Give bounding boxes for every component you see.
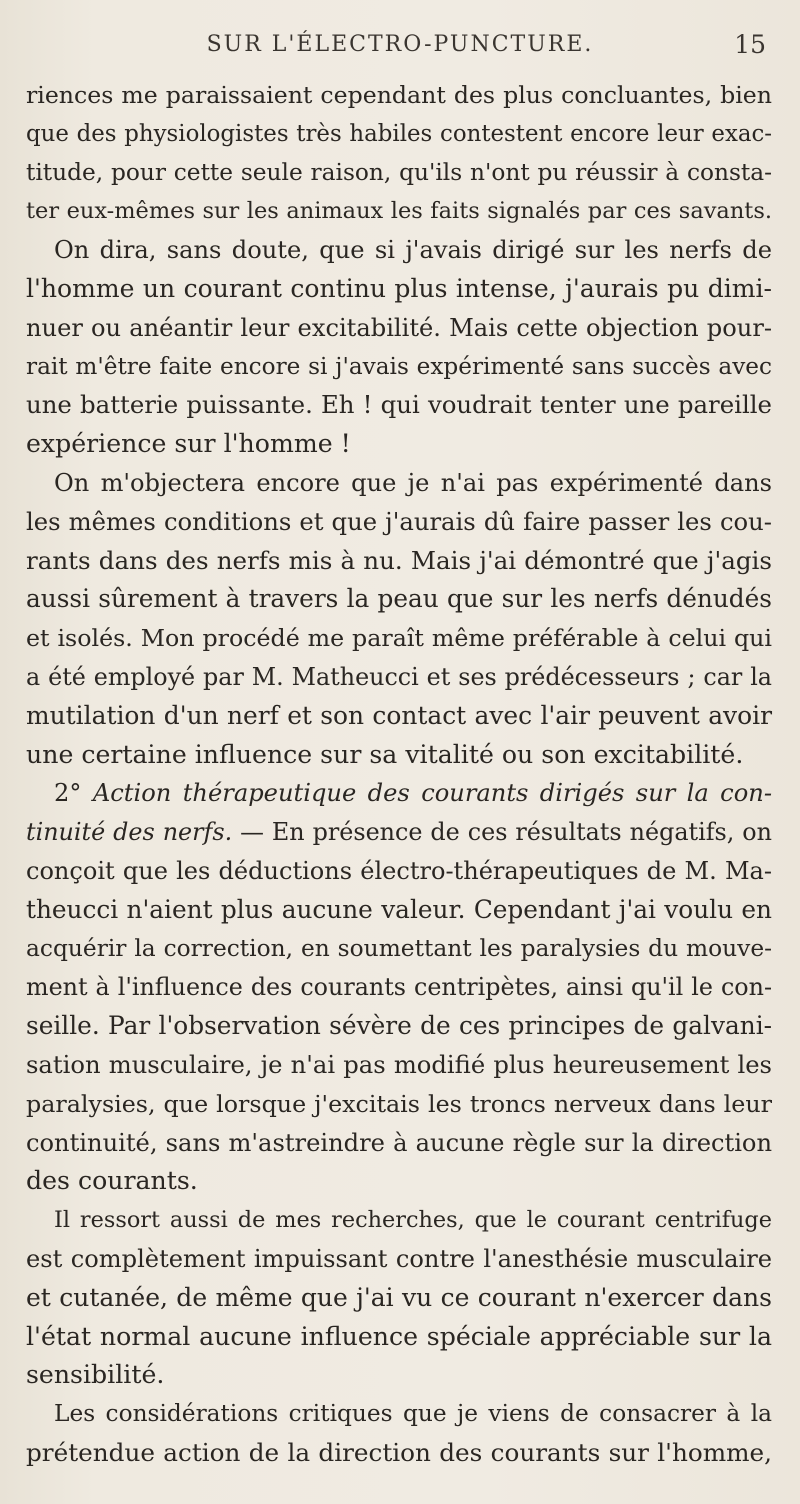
- paragraph: [26, 1201, 772, 1395]
- paragraph: [26, 464, 772, 774]
- text-line: On dira, sans doute, que si j'avais dirigé sur les nerfs de: [54, 236, 772, 265]
- section-title: Action thérapeutique des courants dirigés sur la con-: [92, 779, 772, 808]
- text-line: aussi sûrement à travers la peau que sur les nerfs dénudés: [26, 584, 772, 614]
- page-header: [0, 28, 800, 68]
- text-line: titude, pour cette seule raison, qu'ils n'ont pu réussir à consta-: [26, 158, 772, 186]
- text-line: [26, 813, 772, 852]
- text-line: a été employé par M. Matheucci et ses prédécesseurs ; car la: [26, 662, 772, 691]
- text-line: Il ressort aussi de mes recherches, que le courant centrifuge: [54, 1207, 772, 1234]
- text-line: conçoit que les déductions électro-thérapeutiques de M. Ma-: [26, 856, 772, 885]
- paragraph: [26, 76, 772, 231]
- section-title-continued: tinuité des nerfs.: [26, 818, 233, 847]
- section-number: 2°: [54, 779, 93, 808]
- text-line: nuer ou anéantir leur excitabilité. Mais cette objection pour-: [26, 313, 772, 342]
- text-line: est complètement impuissant contre l'anesthésie musculaire: [26, 1244, 772, 1273]
- text-line: prétendue action de la direction des courants sur l'homme,: [26, 1437, 772, 1467]
- text-line: que des physiologistes très habiles contestent encore leur exac-: [26, 120, 772, 147]
- text-line: une certaine influence sur sa vitalité ou son excitabilité.: [26, 739, 744, 769]
- text-line: paralysies, que lorsque j'excitais les troncs nerveux dans leur: [26, 1089, 772, 1118]
- text-line: On m'objectera encore que je n'ai pas expérimenté dans: [54, 468, 772, 497]
- text-line: rait m'être faite encore si j'avais expérimenté sans succès avec: [26, 352, 772, 380]
- text-line: sensibilité.: [26, 1360, 165, 1390]
- text-line: theucci n'aient plus aucune valeur. Cependant j'ai voulu en: [26, 894, 772, 924]
- paragraph: [26, 1395, 772, 1473]
- text-line: et isolés. Mon procédé me paraît même préférable à celui qui: [26, 624, 772, 653]
- section-heading-line: [26, 774, 772, 813]
- text-line: ment à l'influence des courants centripètes, ainsi qu'il le con-: [26, 973, 772, 1002]
- text-run: — En présence de ces résultats négatifs, on: [232, 818, 772, 847]
- text-line: mutilation d'un nerf et son contact avec l'air peuvent avoir: [26, 700, 772, 730]
- text-line: sation musculaire, je n'ai pas modifié plus heureusement les: [26, 1049, 772, 1079]
- text-line: et cutanée, de même que j'ai vu ce courant n'exercer dans: [26, 1282, 772, 1312]
- text-line: continuité, sans m'astreindre à aucune règle sur la direction: [26, 1128, 772, 1157]
- text-line: les mêmes conditions et que j'aurais dû faire passer les cou-: [26, 506, 772, 536]
- running-title: SUR L'ÉLECTRO-PUNCTURE.: [206, 32, 594, 57]
- text-line: l'état normal aucune influence spéciale appréciable sur la: [26, 1321, 772, 1351]
- page-number: 15: [734, 30, 766, 59]
- text-line: rants dans des nerfs mis à nu. Mais j'ai démontré que j'agis: [26, 545, 772, 575]
- paragraph: [26, 774, 772, 1201]
- text-line: Les considérations critiques que je viens de consacrer à la: [54, 1400, 772, 1428]
- body-text: [26, 76, 772, 1473]
- text-line: riences me paraissaient cependant des plus concluantes, bien: [26, 81, 772, 109]
- text-line: des courants.: [26, 1166, 198, 1196]
- text-line: ter eux-mêmes sur les animaux les faits signalés par ces savants.: [26, 198, 772, 225]
- text-line: expérience sur l'homme !: [26, 429, 351, 459]
- paragraph: [26, 231, 772, 464]
- text-line: seille. Par l'observation sévère de ces principes de galvani-: [26, 1011, 772, 1041]
- text-line: l'homme un courant continu plus intense, j'aurais pu dimi-: [26, 273, 772, 303]
- text-line: une batterie puissante. Eh ! qui voudrait tenter une pareille: [26, 390, 772, 420]
- text-line: acquérir la correction, en soumettant les paralysies du mouve-: [26, 934, 772, 962]
